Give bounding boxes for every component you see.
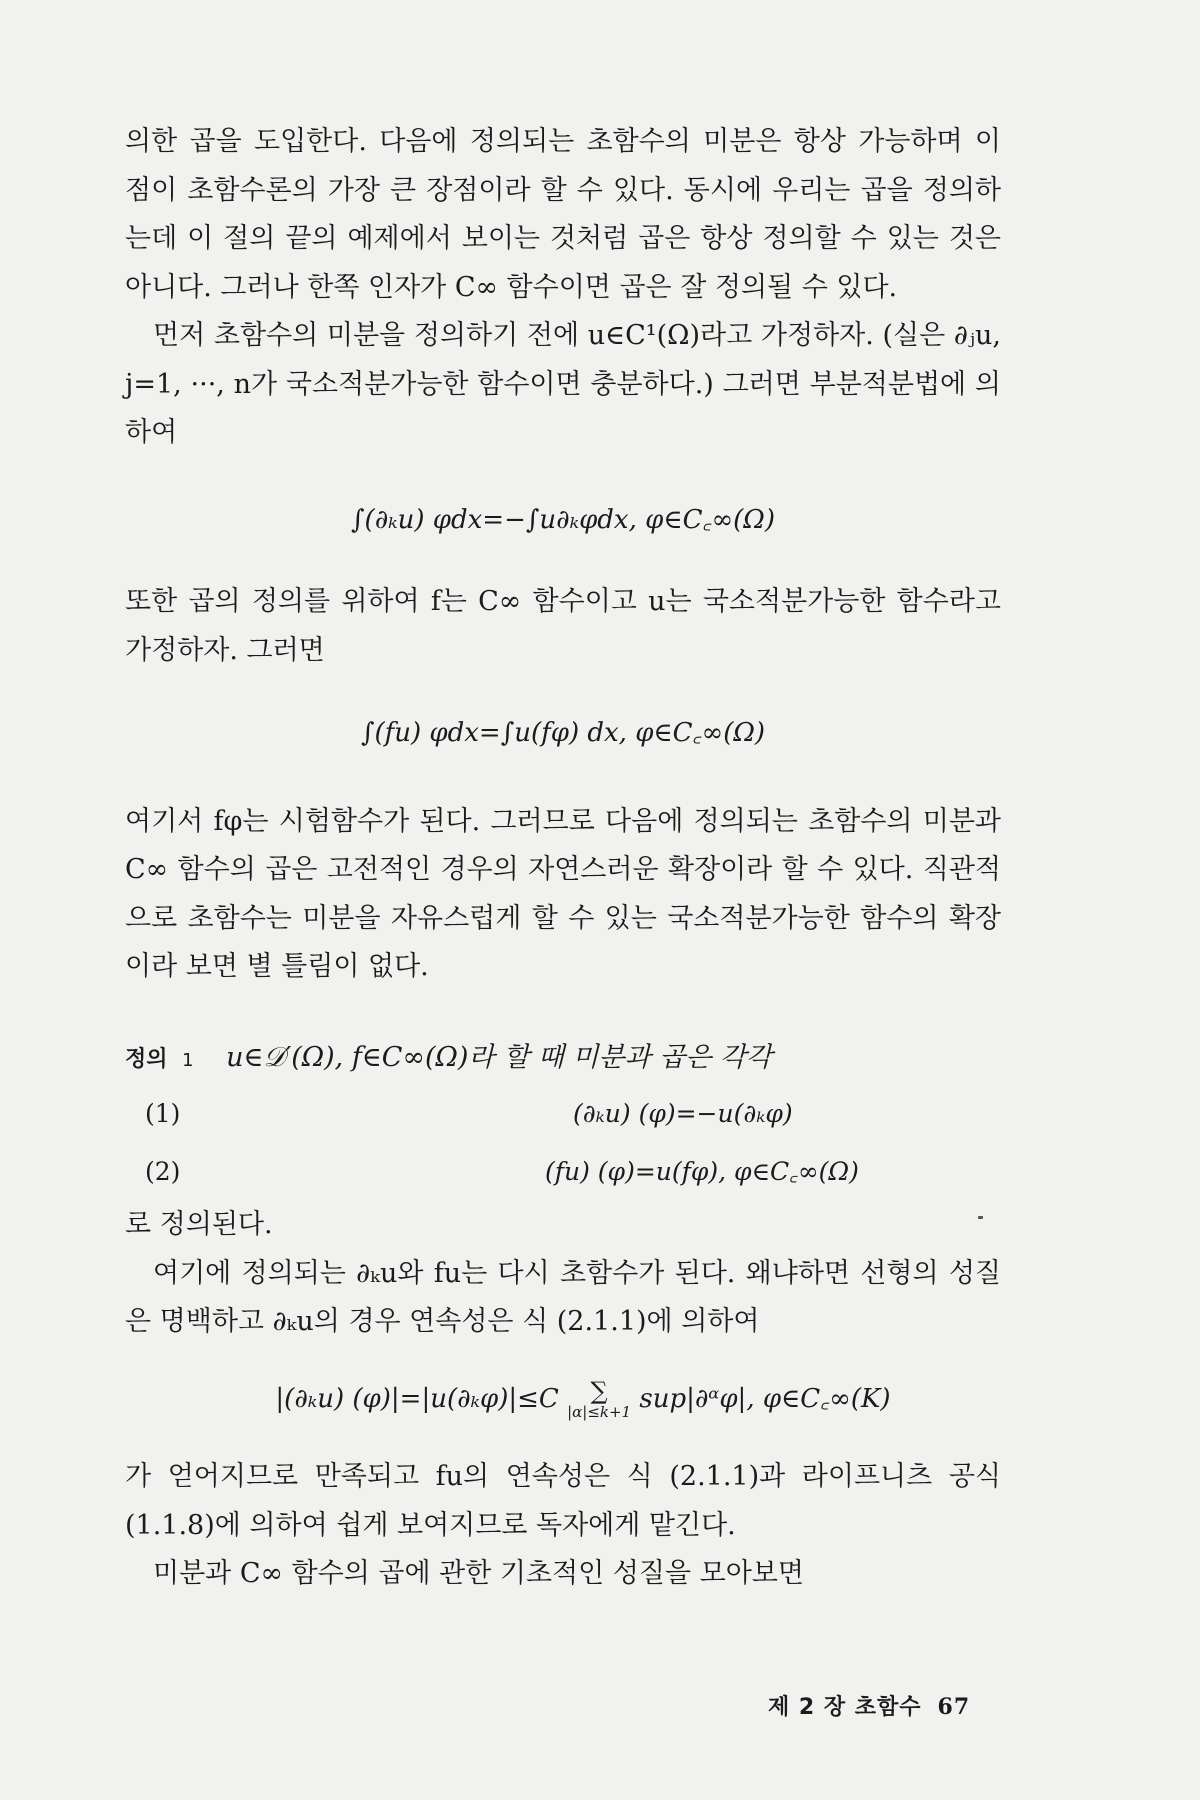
paragraph-3: 또한 곱의 정의를 위하여 f는 C∞ 함수이고 u는 국소적분가능한 함수라고 가정하자. 그러면 [125, 586, 1001, 666]
summation-symbol [567, 1379, 631, 1420]
definition-number: 1 [182, 1049, 194, 1071]
paragraph-1: 의한 곱을 도입한다. 다음에 정의되는 초함수의 미분은 항상 가능하며 이 점이 초함수론의 가장 큰 장점이라 할 수 있다. 동시에 우리는 곱을 정의하는데 이 절의 끝의 예제에서 보이는 것처럼 곱은 항상 정의할 수 있는 것은 아니다. 그러나 한쪽 인자가 C∞ 함수이면 곱은 잘 정의될 수 있다. [125, 126, 1001, 303]
definition-item-label: (2) [145, 1156, 181, 1186]
paragraph-8: 미분과 C∞ 함수의 곱에 관한 기초적인 성질을 모아보면 [153, 1558, 804, 1589]
text-column [125, 118, 1001, 1599]
paragraph-4: 여기서 fφ는 시험함수가 된다. 그러므로 다음에 정의되는 초함수의 미분과 C∞ 함수의 곱은 고전적인 경우의 자연스러운 확장이라 할 수 있다. 직관적으로 초함수는 미분을 자유스럽게 할 수 있는 국소적분가능한 함수의 확장이라 보면 별 틀림이 없다. [125, 805, 1001, 982]
estimate-main: |(∂ₖu) (φ)|=|u(∂ₖφ)|≤C [275, 1383, 568, 1414]
definition-item-formula: (∂ₖu) (φ)=−u(∂ₖφ) [573, 1098, 793, 1128]
definition-item-formula: (fu) (φ)=u(fφ), φ∈C꜀∞(Ω) [545, 1156, 859, 1186]
paragraph-6: 여기에 정의되는 ∂ₖu와 fu는 다시 초함수가 된다. 왜냐하면 선형의 성질은 명백하고 ∂ₖu의 경우 연속성은 식 (2.1.1)에 의하여 [125, 1257, 1001, 1337]
sigma-glyph: ∑ [590, 1377, 608, 1405]
definition-item-label: (1) [145, 1098, 181, 1128]
definition-statement: u∈𝒟′(Ω), f∈C∞(Ω)라 할 때 미분과 곱은 각각 [226, 1041, 773, 1073]
equation-continuity-estimate [125, 1375, 1001, 1424]
page-number: 67 [937, 1694, 971, 1720]
print-speck [978, 1216, 983, 1219]
definition-block [125, 1034, 1001, 1202]
paragraph-2: 먼저 초함수의 미분을 정의하기 전에 u∈C¹(Ω)라고 가정하자. (실은 ∂ⱼu, j=1, ···, n가 국소적분가능한 함수이면 충분하다.) 그러면 부분적분법에 의하여 [125, 320, 1001, 448]
definition-item [125, 1085, 1001, 1143]
definition-item [125, 1143, 1001, 1201]
summation-limit: |α|≤k+1 [567, 1403, 632, 1421]
chapter-title: 제 2 장 초함수 [768, 1695, 922, 1720]
running-footer [768, 1690, 970, 1721]
paragraph-7: 가 얻어지므로 만족되고 fu의 연속성은 식 (2.1.1)과 라이프니츠 공식 (1.1.8)에 의하여 쉽게 보여지므로 독자에게 맡긴다. [125, 1461, 1001, 1541]
estimate-tail: sup|∂ᵅφ|, φ∈C꜀∞(K) [631, 1383, 891, 1414]
equation-integration-by-parts: ∫(∂ₖu) φdx=−∫u∂ₖφdx, φ∈C꜀∞(Ω) [351, 504, 775, 535]
definition-heading [125, 1034, 1001, 1086]
definition-label: 정의 [125, 1046, 168, 1072]
equation-product: ∫(fu) φdx=∫u(fφ) dx, φ∈C꜀∞(Ω) [360, 718, 766, 748]
paragraph-5: 로 정의된다. [125, 1209, 273, 1240]
